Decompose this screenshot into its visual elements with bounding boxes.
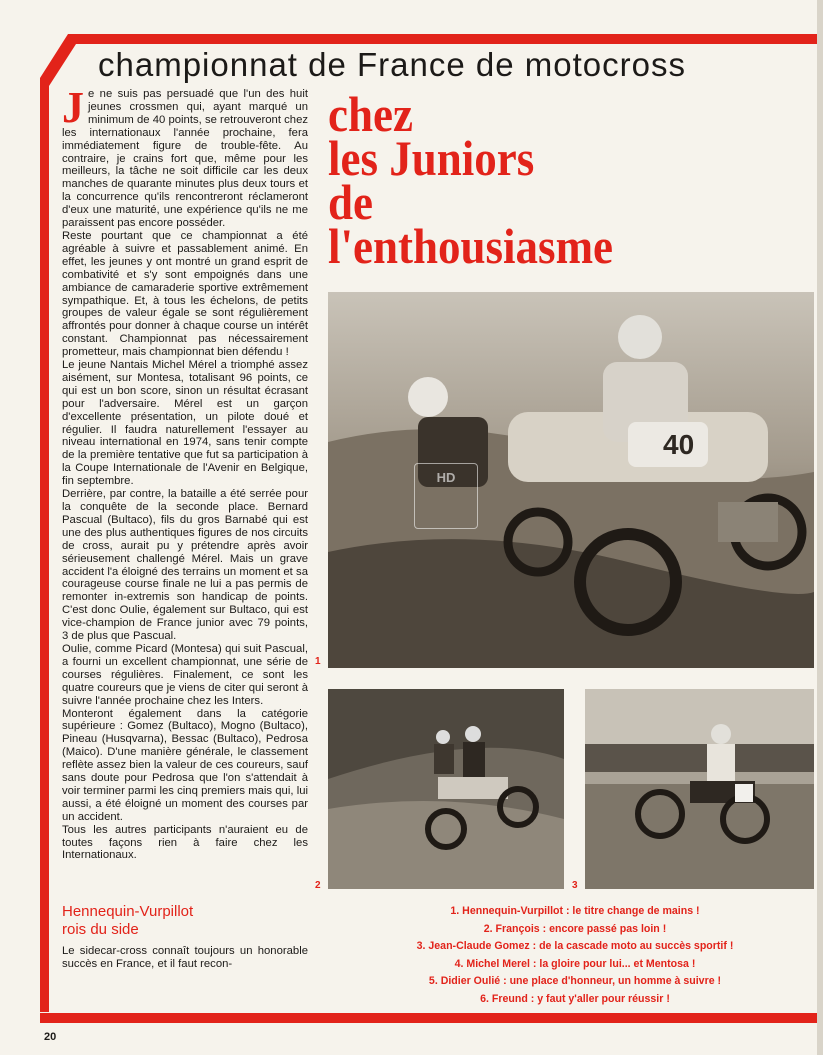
title-line: de — [328, 174, 373, 230]
title-line: l'enthousiasme — [328, 218, 614, 274]
article-title — [328, 86, 634, 274]
page-headline: championnat de France de motocross — [98, 46, 686, 83]
photo-sidecar — [328, 292, 814, 668]
caption: 4. Michel Merel : la gloire pour lui... et Mentosa ! — [454, 957, 696, 970]
paragraph-3: Le jeune Nantais Michel Mérel a triomphé assez aisément, sur Montesa, totalisant 96 points, ce qui est un bon score, sinon un résultat écrasant pour l'adversaire. Mérel est un garçon d'excellente présentation, un pilote doué et régulier. Il faudra naturellement l'essayer au niveau international en 1974, sans tenir compte de la première tentative que fut sa participation à la Coupe Internationale de l'Avenir en Belgique, fin septembre. — [62, 359, 308, 488]
title-line: les Juniors — [328, 130, 535, 186]
sidebar-subhead: Hennequin-Vurpillot rois du side — [62, 903, 194, 938]
red-frame-corner — [40, 30, 90, 90]
dropcap: J — [62, 83, 84, 132]
red-frame-bottom — [40, 1013, 823, 1023]
paragraph-2: Reste pourtant que ce championnat a été agréable à suivre et passablement animé. En effet, les jeunes y ont montré un grand esprit de combativité et s'y sont empoignés dans une ambiance de camaraderie sportive extrêmement sympathique. Et, à tous les échelons, de petits groupes de valeur égale se sont régulièrement affrontés pour donner à chaque course un intérêt constant. Championnat pas nécessairement prometteur, mais championnat bien défendu ! — [62, 229, 308, 359]
page-edge — [817, 0, 823, 1055]
photo-number-2: 2 — [315, 880, 321, 891]
photo-number-1: 1 — [315, 656, 321, 667]
paragraph-4: Derrière, par contre, la bataille a été serrée pour la conquête de la seconde place. Bernard Pascual (Bultaco), fils du gros Barnabé qui est une des plus authentiques figures de nos circuits de cross, aurait pu y prétendre après avoir sérieusement challengé Mérel. Mais un grave accident l'a éloigné des terrains un moment et sa courageuse course finale ne lui a pas permis de remonter in-extremis son handicap de points. C'est donc Oulie, également sur Bultaco, qui est vice-champion de France junior avec 79 points, 3 de plus que Pascual. — [62, 488, 308, 643]
title-line: chez — [328, 86, 413, 142]
red-frame-top — [68, 34, 823, 44]
paragraph-7: Tous les autres participants n'auraient eu de toutes façons rien à faire chez les Internationaux. — [62, 823, 308, 862]
caption: 2. François : encore passé pas loin ! — [483, 922, 667, 935]
photo-rider-2 — [328, 689, 564, 889]
caption: 5. Didier Oulié : une place d'honneur, un homme à suivre ! — [428, 975, 722, 987]
photo-captions — [330, 903, 820, 1008]
caption: 3. Jean-Claude Gomez : de la cascade moto au succès sportif ! — [416, 940, 734, 952]
photo-number-3: 3 — [572, 880, 578, 891]
page-number: 20 — [44, 1031, 57, 1043]
svg-text:40: 40 — [663, 429, 695, 460]
article-body — [62, 83, 308, 862]
sidebar-intro: Le sidecar-cross connaît toujours un honorable succès en France, et il faut recon- — [62, 945, 308, 970]
caption: 6. Freund : y faut y'aller pour réussir ! — [480, 992, 670, 1005]
caption: 1. Hennequin-Vurpillot : le titre change de mains ! — [450, 905, 700, 917]
paragraph-1: Je ne suis pas persuadé que l'un des huit jeunes crossmen qui, ayant marqué un minimum de 40 points, se retrouveront chez les internationaux l'année prochaine, fera immédiatement figure de trouble-fête. Au contraire, je crains fort que, même pour les meilleurs, la tâche ne soit difficile car les deux manches de quarante minutes plus deux tours et la concurrence qu'ils rencontreront réclameront d'eux une maturité, une expérience qu'ils ne me paraissent pas encore posséder. — [62, 83, 308, 230]
red-frame-left — [40, 82, 49, 1012]
paragraph-5: Oulie, comme Picard (Montesa) qui suit Pascual, a fourni un excellent championnat, une série de courses régulières. Finalement, ce sont les quatre coureurs que je viens de citer qui seront à suivre l'année prochaine chez les Inters. — [62, 642, 308, 707]
photo-rider-3 — [585, 689, 814, 889]
watermark: HD — [414, 463, 478, 529]
paragraph-6: Monteront également dans la catégorie supérieure : Gomez (Bultaco), Mogno (Bultaco), Pineau (Husqvarna), Bessac (Bultaco), Pedrosa (Maico). D'une manière générale, le classement reflète assez bien la valeur de ces coureurs, sauf sans doute pour Pedrosa que l'on s'attendait à voir terminer parmi les cinq premiers mais qui, lui aussi, a été éloigné un moment des courses par un accident. — [62, 707, 308, 823]
